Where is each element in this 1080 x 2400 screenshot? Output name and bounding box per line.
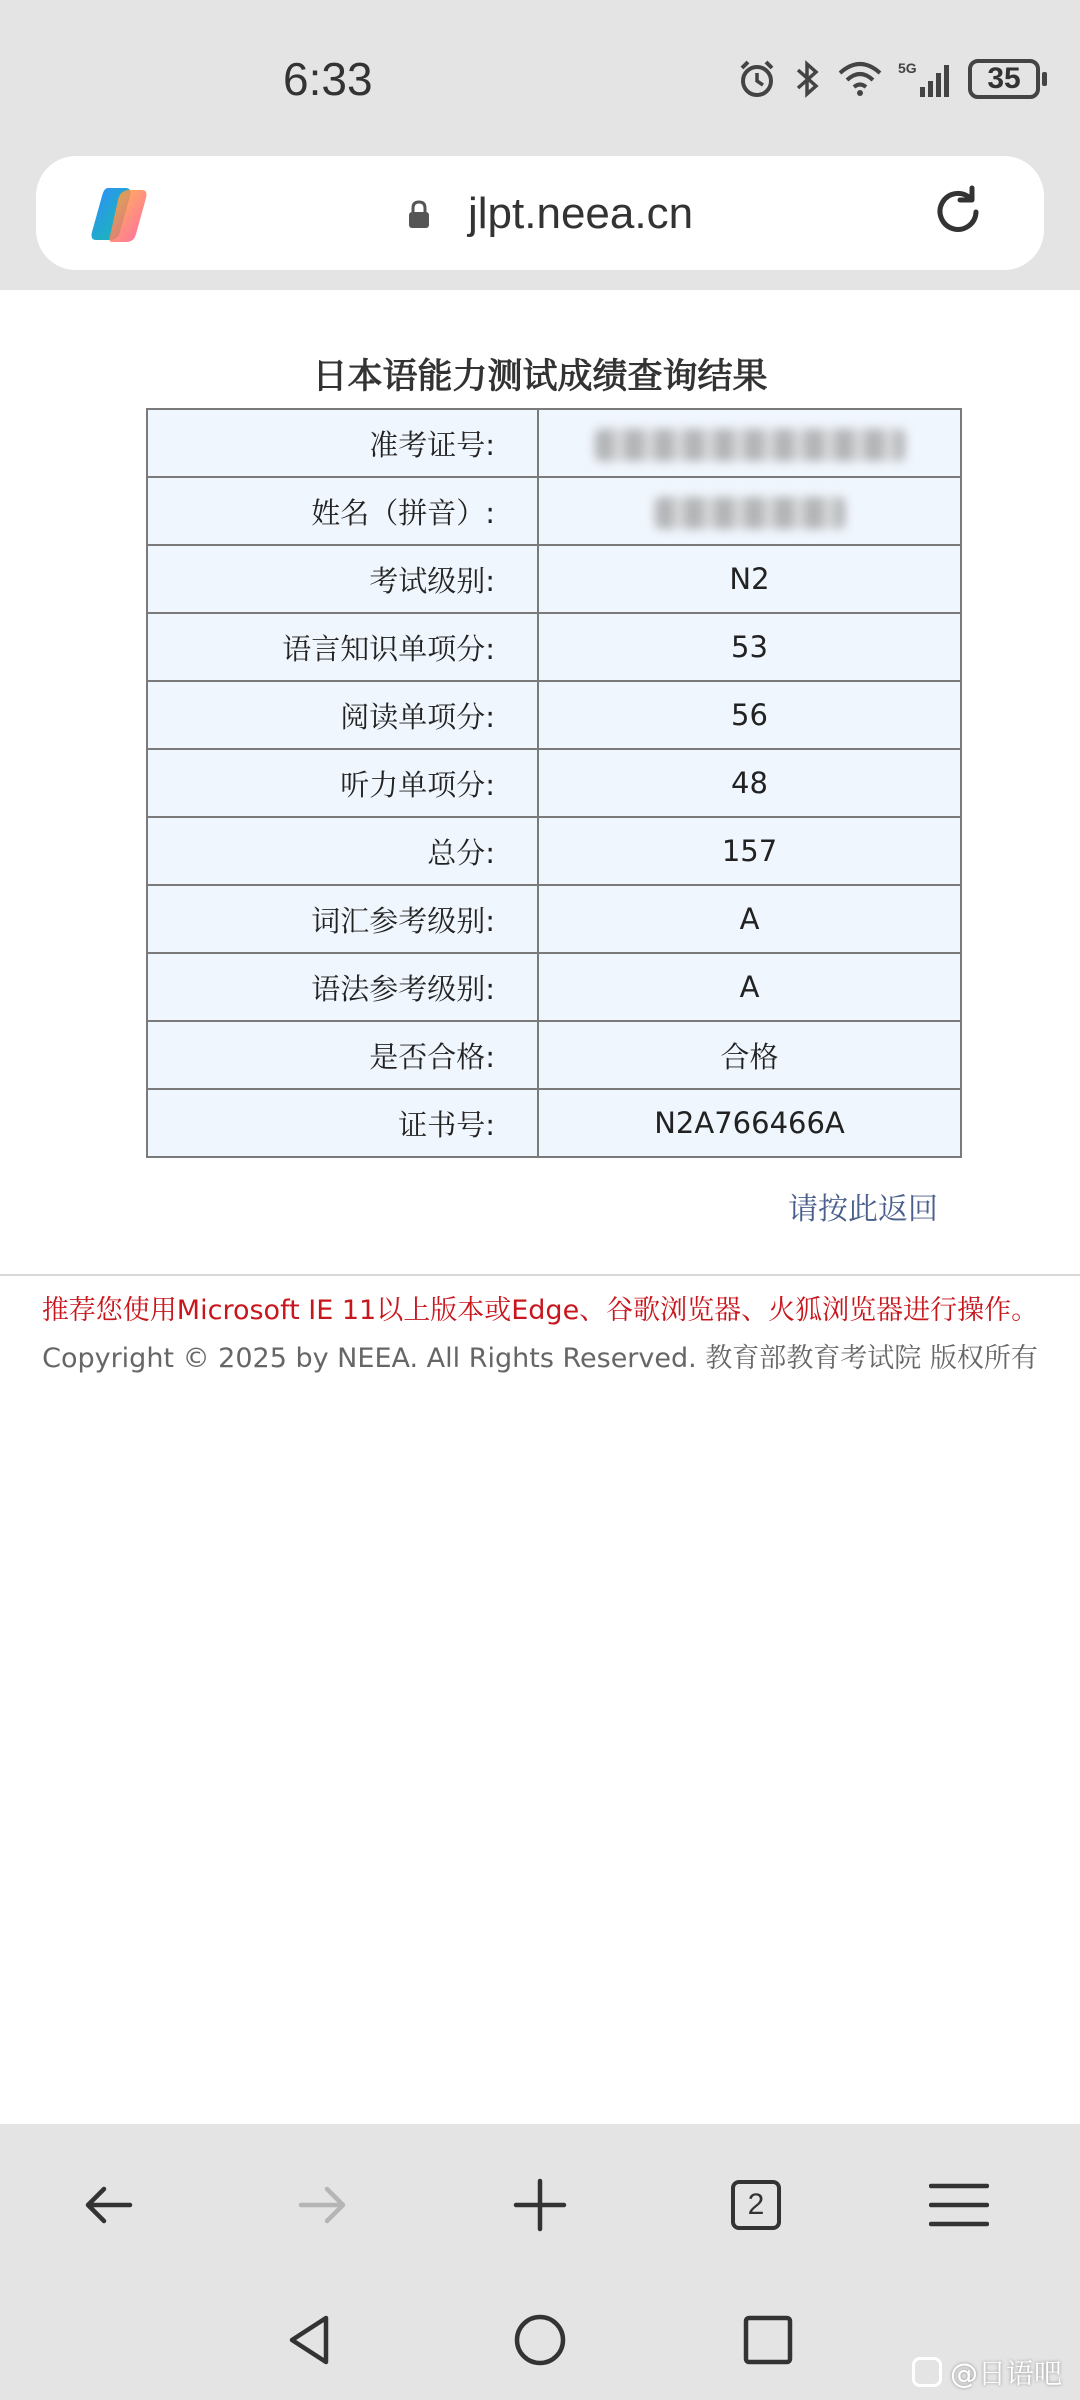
row-value: 53 bbox=[538, 613, 961, 681]
table-row bbox=[147, 1021, 961, 1089]
row-value: 56 bbox=[538, 681, 961, 749]
divider bbox=[0, 1274, 1080, 1276]
row-value-redacted bbox=[538, 409, 961, 477]
alarm-icon bbox=[736, 58, 778, 100]
browser-address-area bbox=[0, 150, 1080, 290]
back-button[interactable] bbox=[73, 2170, 143, 2240]
table-row bbox=[147, 613, 961, 681]
row-label: 词汇参考级别: bbox=[147, 885, 538, 953]
browser-toolbar bbox=[0, 2124, 1080, 2280]
row-value: N2 bbox=[538, 545, 961, 613]
triangle-back-icon bbox=[282, 2312, 338, 2368]
lock-icon bbox=[406, 200, 432, 230]
wifi-icon bbox=[836, 59, 884, 99]
status-time: 6:33 bbox=[283, 53, 373, 105]
table-row bbox=[147, 885, 961, 953]
row-label: 语法参考级别: bbox=[147, 953, 538, 1021]
row-value: 157 bbox=[538, 817, 961, 885]
address-bar[interactable] bbox=[36, 156, 1044, 270]
watermark bbox=[912, 2352, 1062, 2392]
svg-text:5G: 5G bbox=[898, 60, 917, 76]
row-label: 语言知识单项分: bbox=[147, 613, 538, 681]
table-row bbox=[147, 477, 961, 545]
watermark-text: @日语吧 bbox=[949, 2357, 1062, 2390]
row-label: 阅读单项分: bbox=[147, 681, 538, 749]
row-label: 是否合格: bbox=[147, 1021, 538, 1089]
table-row bbox=[147, 409, 961, 477]
nav-recents-button[interactable] bbox=[728, 2300, 808, 2380]
menu-button[interactable] bbox=[924, 2170, 994, 2240]
nav-home-button[interactable] bbox=[500, 2300, 580, 2380]
row-value: N2A766466A bbox=[538, 1089, 961, 1157]
plus-icon bbox=[512, 2177, 568, 2233]
hamburger-menu-icon bbox=[929, 2180, 989, 2230]
battery-indicator bbox=[968, 59, 1040, 99]
table-row bbox=[147, 817, 961, 885]
arrow-right-icon bbox=[295, 2177, 351, 2233]
table-row bbox=[147, 749, 961, 817]
battery-level: 35 bbox=[987, 62, 1021, 95]
circle-home-icon bbox=[512, 2312, 568, 2368]
forward-button[interactable] bbox=[288, 2170, 358, 2240]
status-icons bbox=[736, 52, 1040, 106]
square-recents-icon bbox=[740, 2312, 796, 2368]
copilot-icon[interactable] bbox=[86, 182, 152, 248]
reload-icon[interactable] bbox=[928, 182, 988, 242]
bluetooth-icon bbox=[792, 58, 822, 100]
row-value: 48 bbox=[538, 749, 961, 817]
row-label: 姓名（拼音）: bbox=[147, 477, 538, 545]
row-value: 合格 bbox=[538, 1021, 961, 1089]
back-link[interactable]: 请按此返回 bbox=[788, 1192, 938, 1227]
row-label: 考试级别: bbox=[147, 545, 538, 613]
status-bar bbox=[0, 0, 1080, 150]
table-row bbox=[147, 1089, 961, 1157]
row-label: 证书号: bbox=[147, 1089, 538, 1157]
arrow-left-icon bbox=[80, 2177, 136, 2233]
nav-back-button[interactable] bbox=[270, 2300, 350, 2380]
table-row bbox=[147, 953, 961, 1021]
row-value-redacted bbox=[538, 477, 961, 545]
signal-5g-icon bbox=[898, 59, 954, 99]
copyright-text: Copyright © 2025 by NEEA. All Rights Reserved. 教育部教育考试院 版权所有 bbox=[42, 1343, 1038, 1374]
row-value: A bbox=[538, 885, 961, 953]
row-label: 听力单项分: bbox=[147, 749, 538, 817]
row-label: 准考证号: bbox=[147, 409, 538, 477]
table-row bbox=[147, 681, 961, 749]
url-text[interactable]: jlpt.neea.cn bbox=[468, 189, 694, 238]
page-title: 日本语能力测试成绩查询结果 bbox=[312, 357, 768, 397]
browser-notice: 推荐您使用Microsoft IE 11以上版本或Edge、谷歌浏览器、火狐浏览器进行操作。 bbox=[41, 1295, 1039, 1326]
row-label: 总分: bbox=[147, 817, 538, 885]
watermark-logo-icon bbox=[912, 2357, 942, 2387]
score-table bbox=[146, 408, 962, 1158]
new-tab-button[interactable] bbox=[505, 2170, 575, 2240]
table-row bbox=[147, 545, 961, 613]
row-value: A bbox=[538, 953, 961, 1021]
tabs-button[interactable] bbox=[721, 2170, 791, 2240]
tab-count: 2 bbox=[731, 2180, 781, 2230]
